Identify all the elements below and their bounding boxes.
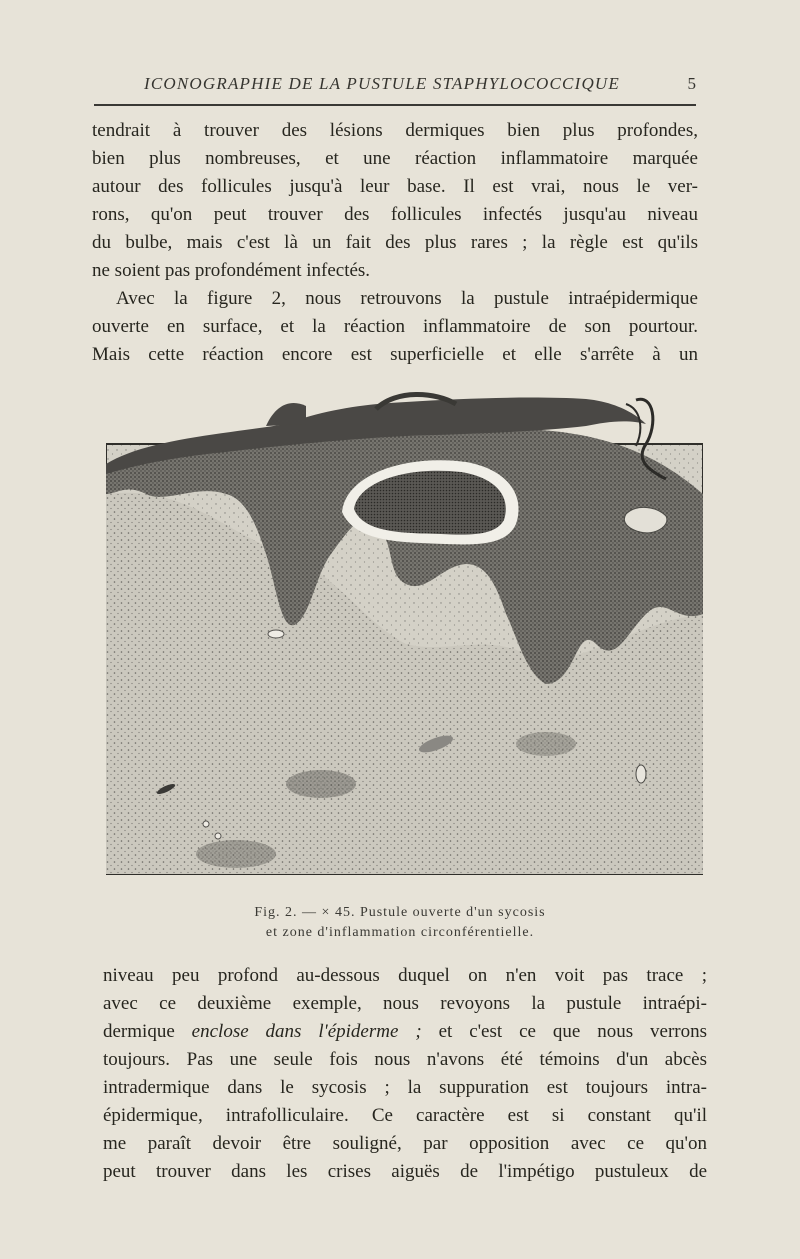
inflammatory-infiltrate [286,770,356,798]
text-line: tendrait à trouver des lésions dermiques bien plus profondes, [92,120,698,141]
text-line: rons, qu'on peut trouver des follicules infectés jusqu'au niveau [92,204,698,225]
inflammatory-infiltrate [196,840,276,868]
italic-phrase: enclose dans l'épiderme ; [191,1021,422,1042]
vessel [203,821,209,827]
body-text-bottom [103,962,707,1186]
text-line: toujours. Pas une seule fois nous n'avons été témoins d'un abcès [103,1049,707,1070]
running-title: ICONOGRAPHIE DE LA PUSTULE STAPHYLOCOCCIQUE [144,74,620,93]
hair-shaft [626,404,640,446]
text-segment: et c'est ce que nous verrons [421,1021,707,1042]
histology-plate [106,384,703,876]
text-line: me paraît devoir être souligné, par opposition avec ce qu'on [103,1133,707,1154]
text-line: avec ce deuxième exemple, nous revoyons la pustule intraépi- [103,993,707,1014]
vessel [636,765,646,783]
inflammatory-infiltrate [516,732,576,756]
text-line: intradermique dans le sycosis ; la suppuration est toujours intra- [103,1077,707,1098]
text-line: bien plus nombreuses, et une réaction inflammatoire marquée [92,148,698,169]
vessel [268,630,284,638]
text-line: ouverte en surface, et la réaction inflammatoire de son pourtour. [92,316,698,337]
page-number: 5 [687,74,696,93]
text-line: niveau peu profond au-dessous duquel on n'en voit pas trace ; [103,965,707,986]
text-line: peut trouver dans les crises aiguës de l'impétigo pustuleux de [103,1161,707,1182]
crust-fragment [266,403,306,426]
text-line [103,1018,707,1046]
figure-caption-line-1: Fig. 2. — × 45. Pustule ouverte d'un sycosis [254,905,546,920]
text-line: du bulbe, mais c'est là un fait des plus rares ; la règle est qu'ils [92,232,698,253]
text-line: ne soient pas profondément infectés. [92,260,371,281]
text-line: Mais cette réaction encore est superficielle et elle s'arrête à un [92,344,698,365]
running-head [94,70,696,106]
text-segment: dermique [103,1021,192,1042]
text-line: Avec la figure 2, nous retrouvons la pustule intraépidermique [116,288,698,309]
body-text-top [92,117,698,369]
figure-caption-line-2: et zone d'inflammation circonférentielle. [265,925,535,940]
text-line: autour des follicules jusqu'à leur base. Il est vrai, nous le ver- [92,176,698,197]
histology-figure [106,384,703,876]
text-line: épidermique, intrafolliculaire. Ce caractère est si constant qu'il [103,1105,707,1126]
vessel [215,833,221,839]
